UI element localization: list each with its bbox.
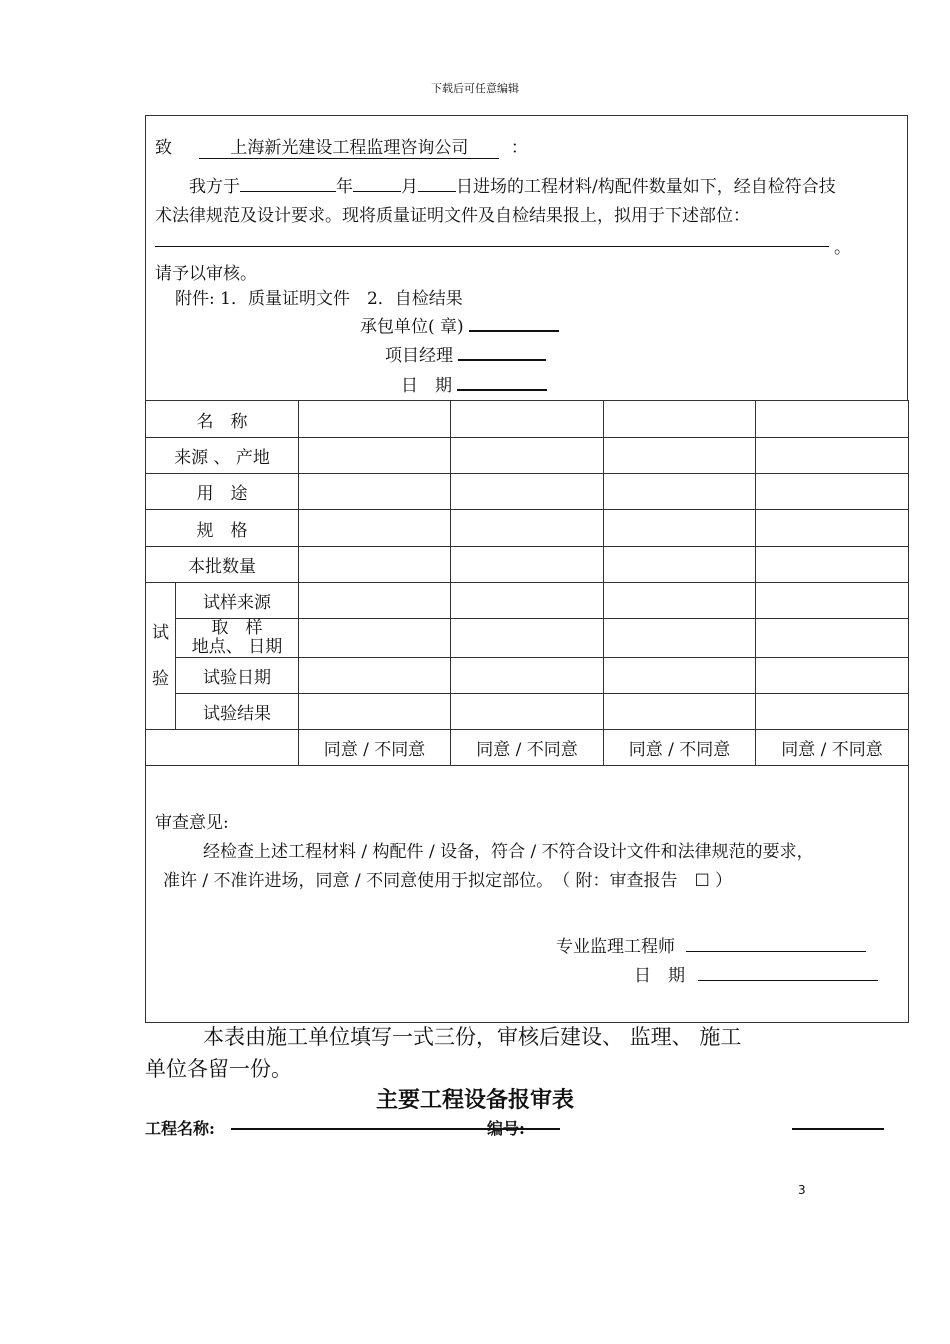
line1-prefix: 我方于: [189, 177, 240, 197]
attachment-text: 附件: 1．质量证明文件 2．自检结果: [175, 289, 463, 309]
table-cell[interactable]: [756, 547, 909, 583]
agree-option[interactable]: 同意 / 不同意: [451, 730, 604, 766]
letter-date-line: [401, 371, 547, 396]
to-label: 致: [155, 138, 172, 158]
letter-date-field[interactable]: [457, 375, 547, 391]
table-cell[interactable]: [604, 510, 756, 547]
sampling-label-2: 地点、 日期: [191, 637, 283, 657]
review-line1: 经检查上述工程材料 / 构配件 / 设备，符合 / 不符合设计文件和法律规范的要求，: [203, 842, 814, 862]
table-cell[interactable]: [299, 694, 451, 730]
month-field[interactable]: [353, 175, 401, 192]
day-field[interactable]: [418, 175, 456, 192]
review-line2: 准许 / 不准许进场，同意 / 不同意使用于拟定部位。 （ 附：审查报告 ☐ ）: [163, 871, 733, 891]
test-label-char-1: 试: [152, 623, 169, 643]
manager-label: 项目经理: [385, 346, 453, 366]
table-cell[interactable]: [451, 438, 604, 474]
month-label: 月: [401, 177, 418, 197]
table-row: [146, 401, 909, 438]
table-cell[interactable]: [299, 510, 451, 547]
table-row: [146, 438, 909, 474]
line1-suffix: 日进场的工程材料/构配件数量如下，经自检符合技: [456, 177, 836, 197]
review-date-label: 日 期: [634, 966, 685, 986]
table-row: [146, 510, 909, 547]
row-label: 试验日期: [176, 658, 299, 694]
row-label: 规 格: [146, 510, 299, 547]
page-number: 3: [798, 1183, 806, 1197]
letter-date-label: 日 期: [401, 376, 452, 396]
contractor-field[interactable]: [469, 316, 559, 332]
contractor-line: [360, 312, 559, 337]
table-cell[interactable]: [604, 694, 756, 730]
table-row: [146, 583, 909, 619]
recipient-line: [155, 133, 528, 159]
test-label-char-2: 验: [152, 669, 169, 689]
approval-row: [146, 730, 909, 766]
row-label-sampling: [176, 619, 299, 658]
footer-note-line2: 单位各留一份。: [145, 1057, 292, 1081]
table-cell[interactable]: [451, 658, 604, 694]
table-cell[interactable]: [604, 438, 756, 474]
table-row: [146, 547, 909, 583]
table-cell[interactable]: [756, 658, 909, 694]
table-cell[interactable]: [604, 401, 756, 438]
agree-option[interactable]: 同意 / 不同意: [756, 730, 909, 766]
engineer-label: 专业监理工程师: [556, 937, 675, 957]
table-cell[interactable]: [299, 658, 451, 694]
agree-option[interactable]: 同意 / 不同意: [604, 730, 756, 766]
row-label: 试验结果: [176, 694, 299, 730]
number-label: 编号:: [487, 1119, 525, 1138]
table-cell[interactable]: [756, 619, 909, 658]
review-date-field[interactable]: [698, 964, 878, 981]
review-date-line: [634, 961, 878, 986]
row-label: 名 称: [146, 401, 299, 438]
table-cell[interactable]: [299, 547, 451, 583]
table-cell[interactable]: [604, 583, 756, 619]
location-period: 。: [834, 238, 851, 258]
table-row: [146, 474, 909, 510]
table-cell[interactable]: [604, 658, 756, 694]
request-text: 请予以审核。: [155, 264, 257, 284]
table-cell[interactable]: [451, 510, 604, 547]
recipient-colon: ：: [510, 138, 528, 158]
contractor-label: 承包单位( 章): [360, 317, 464, 337]
material-table: [145, 400, 909, 766]
table-cell[interactable]: [756, 401, 909, 438]
row-label: 本批数量: [146, 547, 299, 583]
table-cell[interactable]: [451, 401, 604, 438]
table-cell[interactable]: [756, 583, 909, 619]
approval-row-label: [146, 730, 299, 766]
manager-field[interactable]: [458, 345, 546, 361]
table-cell[interactable]: [756, 438, 909, 474]
engineer-signature-field[interactable]: [686, 935, 866, 952]
table-cell[interactable]: [604, 474, 756, 510]
table-cell[interactable]: [299, 401, 451, 438]
form-title: 主要工程设备报审表: [375, 1088, 574, 1113]
project-name-label: 工程名称:: [145, 1119, 215, 1138]
manager-line: [385, 341, 546, 366]
review-title: 审查意见:: [155, 813, 229, 833]
table-cell[interactable]: [299, 619, 451, 658]
table-cell[interactable]: [604, 619, 756, 658]
entry-date-line: [189, 172, 836, 197]
table-cell[interactable]: [451, 694, 604, 730]
letter-line2: 术法律规范及设计要求。现将质量证明文件及自检结果报上，拟用于下述部位：: [155, 206, 750, 226]
row-label: 试样来源: [176, 583, 299, 619]
header-note: 下载后可任意编辑: [431, 82, 519, 95]
table-cell[interactable]: [451, 474, 604, 510]
row-label: 来源 、 产地: [146, 438, 299, 474]
table-cell[interactable]: [756, 510, 909, 547]
table-row: [146, 619, 909, 658]
table-cell[interactable]: [299, 583, 451, 619]
table-row: [146, 694, 909, 730]
year-label: 年: [336, 177, 353, 197]
table-cell[interactable]: [299, 438, 451, 474]
table-cell[interactable]: [604, 547, 756, 583]
footer-note-line1: 本表由施工单位填写一式三份，审核后建设、 监理、 施工: [203, 1025, 742, 1049]
sampling-label-1: 取 样: [211, 618, 263, 638]
location-field[interactable]: [155, 230, 829, 247]
table-cell[interactable]: [451, 547, 604, 583]
table-cell[interactable]: [756, 474, 909, 510]
year-field[interactable]: [240, 175, 336, 192]
table-cell[interactable]: [451, 583, 604, 619]
engineer-line: [556, 932, 866, 957]
table-cell[interactable]: [451, 619, 604, 658]
row-label: 用 途: [146, 474, 299, 510]
test-group-label: [146, 583, 176, 730]
number-field[interactable]: [792, 1128, 884, 1130]
table-cell[interactable]: [299, 474, 451, 510]
agree-option[interactable]: 同意 / 不同意: [299, 730, 451, 766]
recipient-company[interactable]: 上海新光建设工程监理咨询公司: [199, 133, 499, 159]
table-cell[interactable]: [756, 694, 909, 730]
table-row: [146, 658, 909, 694]
